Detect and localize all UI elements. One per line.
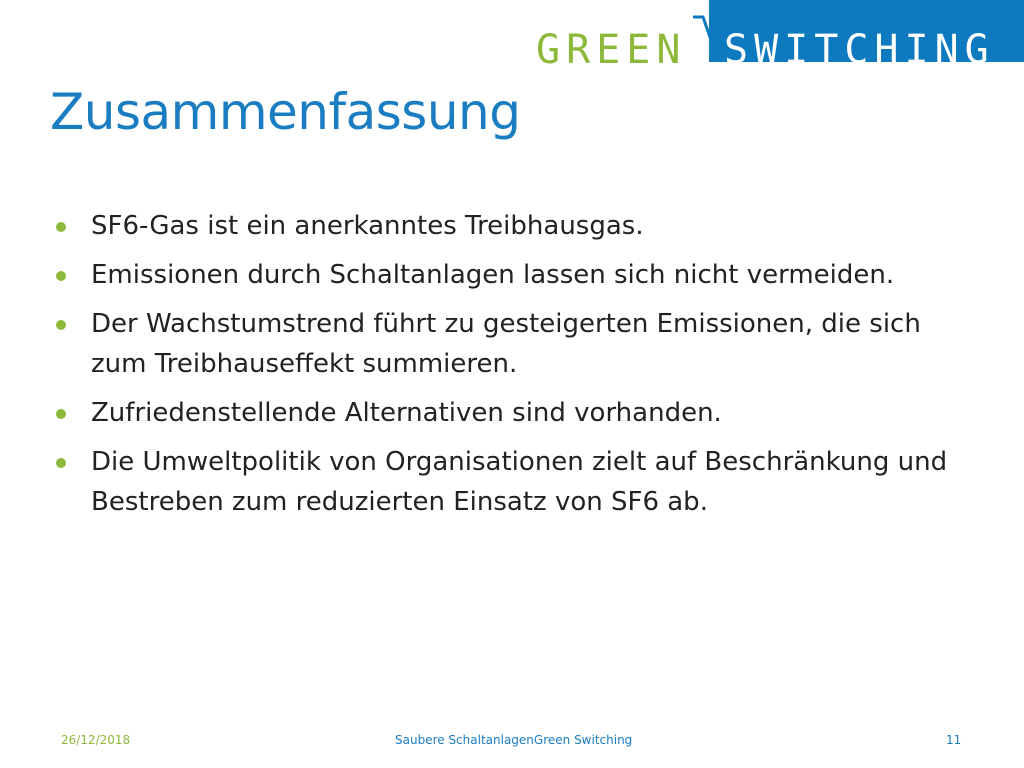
logo-switching-word: SWITCHING [724, 27, 995, 73]
bullet-line: Emissionen durch Schaltanlagen lassen sich nicht vermeiden. [91, 260, 895, 290]
bullet-line: zum Treibhauseffekt summieren. [91, 349, 518, 379]
bullet-item [56, 393, 996, 433]
slide-title: Zusammenfassung [50, 83, 521, 141]
bullet-line: Bestreben zum reduzierten Einsatz von SF6 ab. [91, 487, 708, 517]
bullet-line: SF6-Gas ist ein anerkanntes Treibhausgas. [91, 211, 644, 241]
bullet-dot-icon [56, 458, 66, 468]
bullet-item [56, 304, 996, 384]
footer-title: Saubere SchaltanlagenGreen Switching [395, 733, 633, 747]
bullet-item [56, 255, 996, 295]
bullet-dot-icon [56, 222, 66, 232]
slide-footer [0, 731, 1024, 749]
bullet-dot-icon [56, 320, 66, 330]
logo-green-word: GREEN [536, 27, 687, 73]
footer-date: 26/12/2018 [61, 733, 131, 747]
bullet-dot-icon [56, 271, 66, 281]
switch-stroke [693, 17, 711, 40]
green-switching-logo [0, 0, 1024, 80]
bullet-line: Der Wachstumstrend führt zu gesteigerten Emissionen, die sich [91, 309, 921, 339]
bullet-line: Die Umweltpolitik von Organisationen zielt auf Beschränkung und [91, 447, 948, 477]
bullet-item [56, 206, 996, 246]
page-number: 11 [946, 733, 962, 747]
bullet-dot-icon [56, 409, 66, 419]
bullet-list [56, 206, 996, 531]
bullet-item [56, 442, 996, 522]
bullet-line: Zufriedenstellende Alternativen sind vorhanden. [91, 398, 722, 428]
